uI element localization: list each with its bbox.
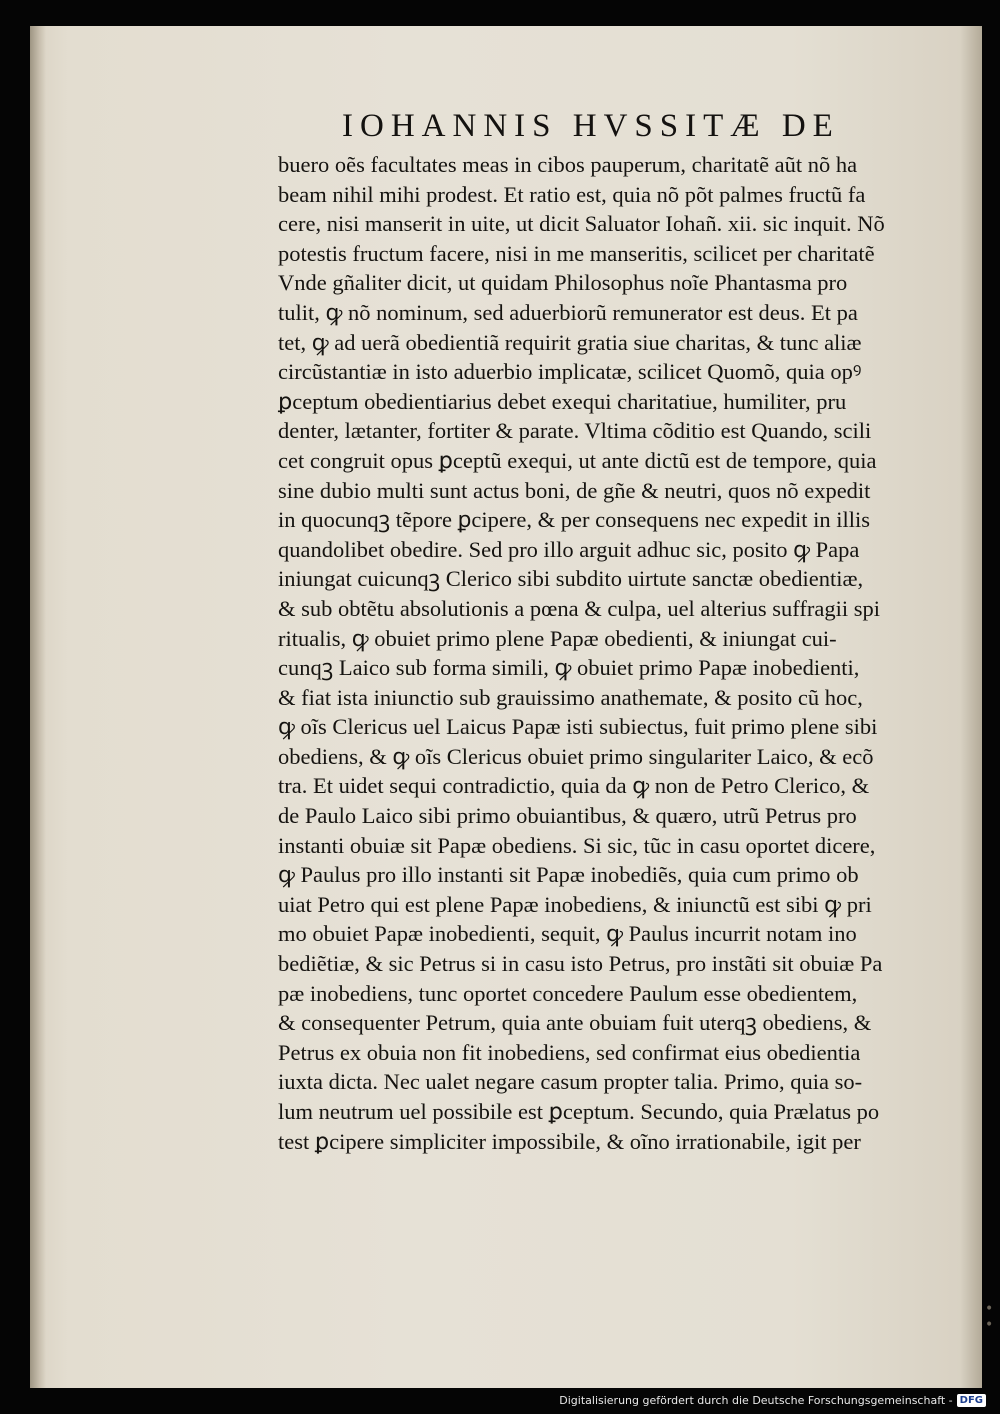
running-head: IOHANNIS HVSSITÆ DE	[342, 108, 840, 144]
text-line: ꝙ Paulus pro illo instanti sit Papæ inobediẽs, quia cum primo ob	[278, 862, 859, 888]
text-line: & sub obtẽtu absolutionis a pœna & culpa, uel alterius suffragii spi	[278, 595, 880, 621]
text-line: tet, ꝙ ad uerã obedientiã requirit gratia siue charitas, & tunc aliæ	[278, 329, 862, 355]
text-line: ꝑceptum obedientiarius debet exequi charitatiue, humiliter, pru	[278, 388, 847, 414]
text-line: & fiat ista iniunctio sub grauissimo anathemate, & posito cũ hoc,	[278, 684, 863, 710]
text-line: cunqꝫ Laico sub forma simili, ꝙ obuiet primo Papæ inobedienti,	[278, 655, 860, 681]
text-line: circũstantiæ in isto aduerbio implicatæ, scilicet Quomõ, quia opꝰ	[278, 359, 862, 385]
text-line: iuxta dicta. Nec ualet negare casum propter talia. Primo, quia so-	[278, 1069, 863, 1095]
text-line: buero oẽs facultates meas in cibos pauperum, charitatẽ aũt nõ ha	[278, 152, 858, 177]
text-line: uiat Petro qui est plene Papæ inobediens, & iniunctũ est sibi ꝙ pri	[278, 891, 872, 917]
text-line: cere, nisi manserit in uite, ut dicit Saluator Iohañ. xii. sic inquit. Nõ	[278, 211, 885, 237]
text-line: ꝙ oĩs Clericus uel Laicus Papæ isti subiectus, fuit primo plene sibi	[278, 714, 878, 740]
text-line: & consequenter Petrum, quia ante obuiam fuit uterqꝫ obediens, &	[278, 1010, 872, 1036]
text-line: Vnde gñaliter dicit, ut quidam Philosophus noĩe Phantasma pro	[278, 270, 848, 296]
text-line: tulit, ꝙ nõ nominum, sed aduerbiorũ remunerator est deus. Et pa	[278, 299, 858, 325]
text-line: in quocunqꝫ tẽpore ꝑcipere, & per consequens nec expedit in illis	[278, 507, 871, 533]
text-line: denter, lætanter, fortiter & parate. Vltima cõditio est Quando, scili	[278, 418, 872, 444]
text-line: pæ inobediens, tunc oportet concedere Paulum esse obedientem,	[278, 980, 858, 1006]
dfg-logo: DFG	[957, 1394, 986, 1407]
book-page	[30, 26, 994, 1388]
text-line: ritualis, ꝙ obuiet primo plene Papæ obedienti, & iniungat cui-	[278, 625, 837, 651]
corner-marks: • •	[985, 1301, 994, 1333]
text-block	[278, 150, 968, 1156]
text-line: test ꝑcipere simpliciter impossibile, & oĩno irrationabile, igit per	[278, 1128, 861, 1154]
text-line: cet congruit opus ꝑceptũ exequi, ut ante dictũ est de tempore, quia	[278, 447, 877, 473]
text-line: iniungat cuicunqꝫ Clerico sibi subdito uirtute sanctæ obedientiæ,	[278, 566, 864, 592]
text-line: quandolibet obedire. Sed pro illo arguit adhuc sic, posito ꝙ Papa	[278, 536, 860, 562]
text-line: beam nihil mihi prodest. Et ratio est, quia nõ põt palmes fructũ fa	[278, 181, 866, 207]
text-line: de Paulo Laico sibi primo obuiantibus, & quæro, utrũ Petrus pro	[278, 803, 857, 829]
text-line: mo obuiet Papæ inobedienti, sequit, ꝙ Paulus incurrit notam ino	[278, 921, 857, 947]
text-line: potestis fructum facere, nisi in me manseritis, scilicet per charitatẽ	[278, 240, 875, 266]
footer-text: Digitalisierung gefördert durch die Deutsche Forschungsgemeinschaft -	[559, 1393, 953, 1407]
digitization-footer	[559, 1390, 986, 1410]
text-line: bediẽtiæ, & sic Petrus si in casu isto Petrus, pro instãti sit obuiæ Pa	[278, 951, 883, 977]
text-line: sine dubio multi sunt actus boni, de gñe & neutri, quos nõ expedit	[278, 477, 871, 503]
text-line: obediens, & ꝙ oĩs Clericus obuiet primo singulariter Laico, & ecõ	[278, 743, 874, 769]
text-line: tra. Et uidet sequi contradictio, quia da ꝙ non de Petro Clerico, &	[278, 773, 870, 799]
text-line: Petrus ex obuia non fit inobediens, sed confirmat eius obedientia	[278, 1039, 861, 1065]
text-line: lum neutrum uel possibile est ꝑceptum. Secundo, quia Prælatus po	[278, 1099, 880, 1124]
text-line: instanti obuiæ sit Papæ obediens. Si sic, tũc in casu oportet dicere,	[278, 832, 876, 858]
